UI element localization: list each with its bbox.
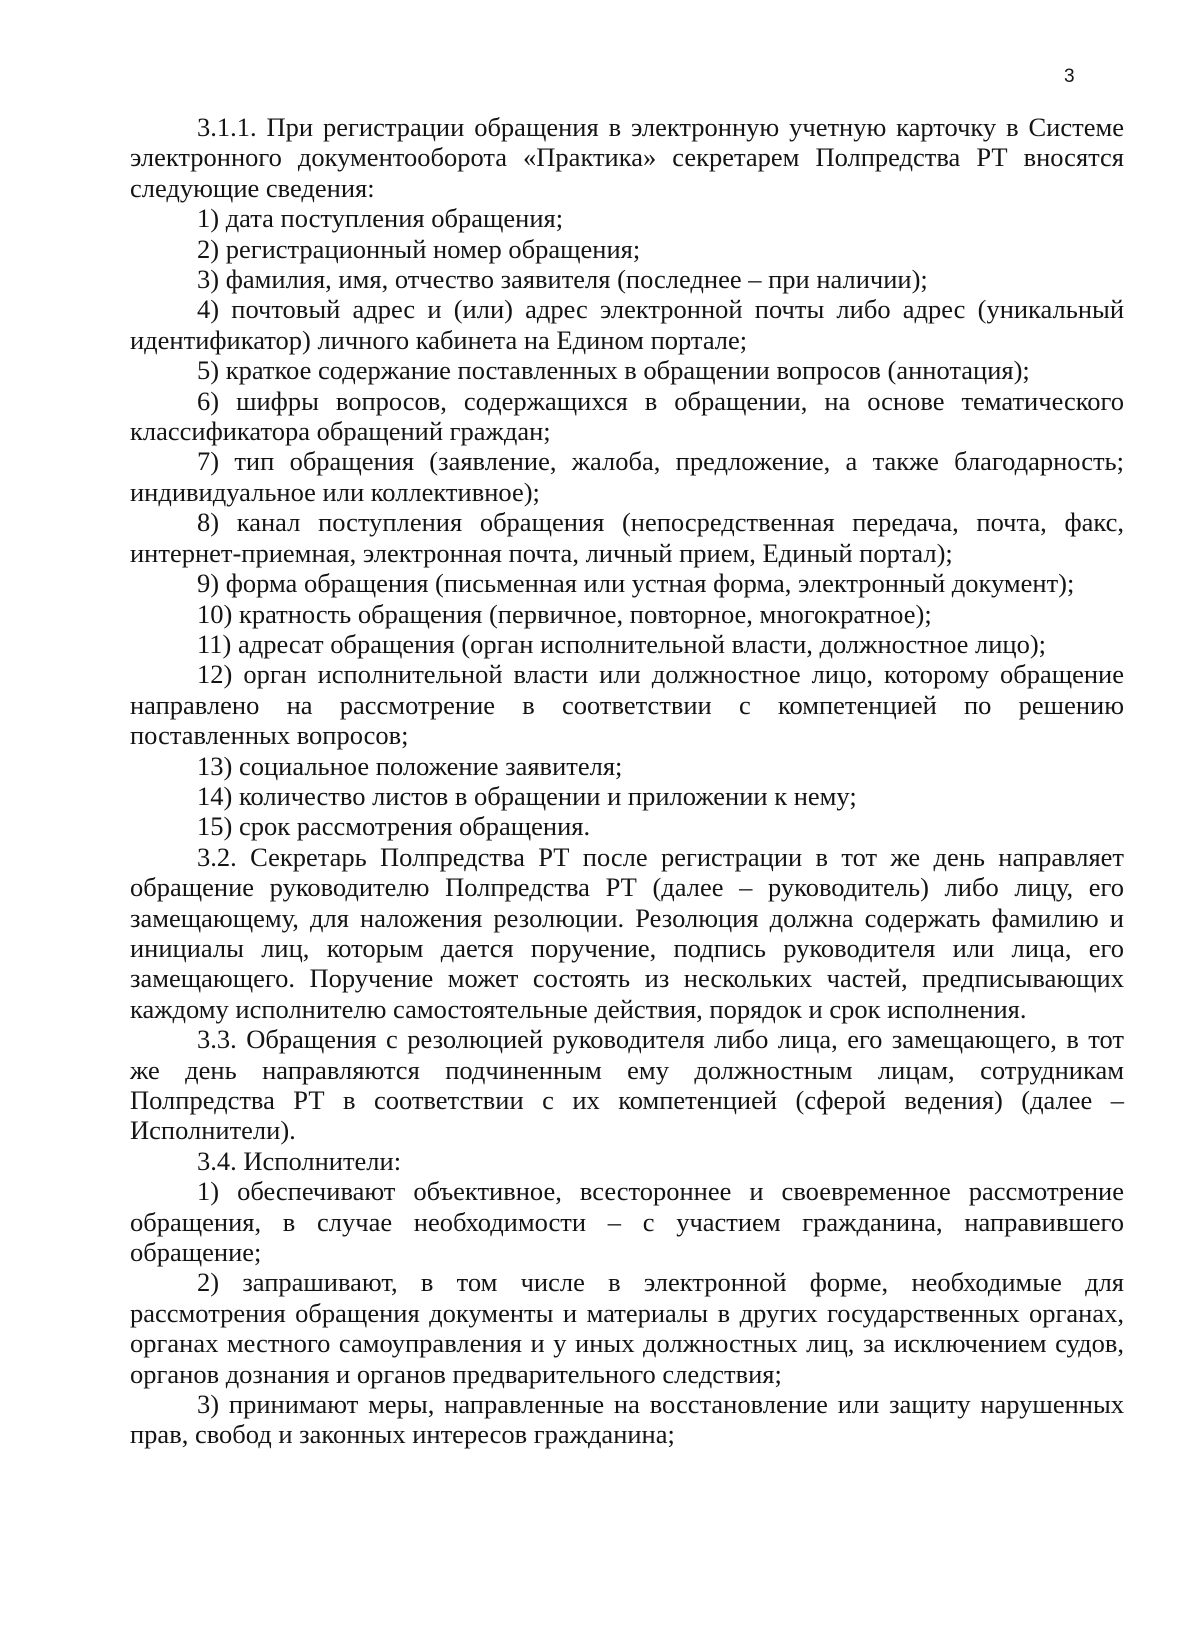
list-item-1: 1) дата поступления обращения; <box>197 203 564 234</box>
paragraph-3-4: 3.4. Исполнители: <box>197 1145 402 1176</box>
list-item-11: 11) адресат обращения (орган исполнительной власти, должностное лицо); <box>197 628 1047 659</box>
paragraph-3-2: 3.2. Секретарь Полпредства РТ после регистрации в тот же день направляет обращение руководителю Полпредства РТ (далее – руководитель) либо лицу, его замещающему, для наложения резолюции. Резолюция должна содержать фамилию и инициалы лиц, которым дается поручение, подпись руководителя или лица, его замещающего. Поручение может состоять из нескольких частей, предписывающих каждому исполнителю самостоятельные действия, порядок и срок исполнения. <box>130 841 1124 1024</box>
list-item-12: 12) орган исполнительной власти или должностное лицо, которому обращение направлено на рассмотрение в соответствии с компетенцией по решению поставленных вопросов; <box>130 659 1124 751</box>
document-body <box>130 112 1124 1450</box>
list-item-2: 2) регистрационный номер обращения; <box>197 233 641 264</box>
list-item-7: 7) тип обращения (заявление, жалоба, предложение, а также благодарность; индивидуальное или коллективное); <box>130 446 1124 507</box>
list-item-9: 9) форма обращения (письменная или устная форма, электронный документ); <box>197 568 1075 599</box>
executor-duty-2: 2) запрашивают, в том числе в электронной форме, необходимые для рассмотрения обращения документы и материалы в других государственных органах, органах местного самоуправления и у иных должностных лиц, за исключением судов, органов дознания и органов предварительного следствия; <box>130 1267 1124 1389</box>
list-item-14: 14) количество листов в обращении и приложении к нему; <box>197 780 857 811</box>
list-item-4: 4) почтовый адрес и (или) адрес электронной почты либо адрес (уникальный идентификатор) личного кабинета на Едином портале; <box>130 294 1124 355</box>
paragraph-3-1-1: 3.1.1. При регистрации обращения в электронную учетную карточку в Системе электронного документооборота «Практика» секретарем Полпредства РТ вносятся следующие сведения: <box>130 112 1124 203</box>
list-item-6: 6) шифры вопросов, содержащихся в обращении, на основе тематического классификатора обращений граждан; <box>130 385 1124 447</box>
page-number: 3 <box>1064 66 1075 87</box>
list-item-10: 10) кратность обращения (первичное, повторное, многократное); <box>197 598 932 629</box>
list-item-5: 5) краткое содержание поставленных в обращении вопросов (аннотация); <box>197 355 1030 386</box>
executor-duty-3: 3) принимают меры, направленные на восстановление или защиту нарушенных прав, свобод и законных интересов гражданина; <box>130 1389 1124 1450</box>
list-item-3: 3) фамилия, имя, отчество заявителя (последнее – при наличии); <box>197 264 928 295</box>
list-item-13: 13) социальное положение заявителя; <box>197 750 623 781</box>
list-item-15: 15) срок рассмотрения обращения. <box>197 811 591 842</box>
paragraph-3-3: 3.3. Обращения с резолюцией руководителя либо лица, его замещающего, в тот же день направляются подчиненным ему должностным лицам, сотрудникам Полпредства РТ в соответствии с их компетенцией (сферой ведения) (далее – Исполнители). <box>130 1024 1124 1146</box>
executor-duty-1: 1) обеспечивают объективное, всестороннее и своевременное рассмотрение обращения, в случае необходимости – с участием гражданина, направившего обращение; <box>130 1176 1124 1268</box>
list-item-8: 8) канал поступления обращения (непосредственная передача, почта, факс, интернет-приемная, электронная почта, личный прием, Единый портал); <box>130 507 1124 568</box>
